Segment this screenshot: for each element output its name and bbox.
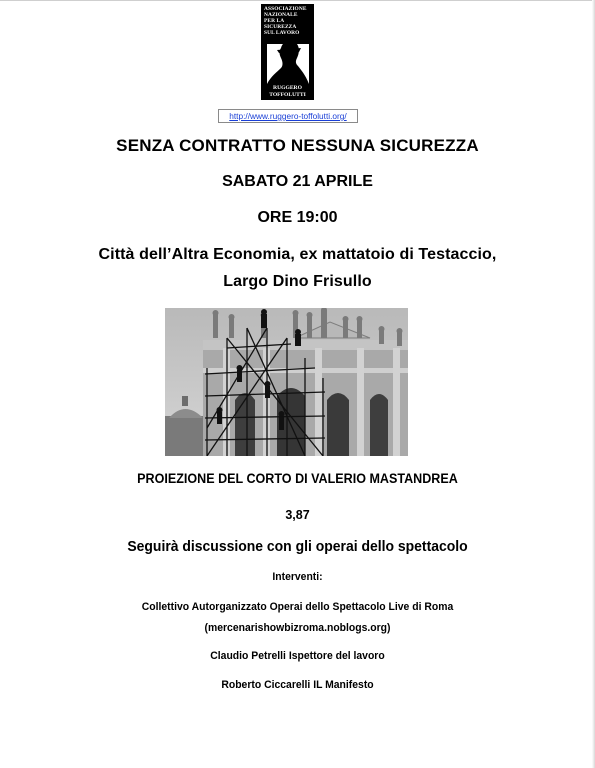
discussion-text: Seguirà discussione con gli operai dello spettacolo	[127, 538, 468, 555]
event-place-line1: Città dell’Altra Economia, ex mattatoio di Testaccio,	[98, 246, 497, 263]
speaker-item: Roberto Ciccarelli IL Manifesto	[221, 679, 374, 691]
event-time: ORE 19:00	[257, 209, 338, 226]
logo-name-text	[263, 85, 312, 98]
website-link[interactable]: http://www.ruggero-toffolutti.org/	[229, 111, 347, 121]
logo-text-line: SICUREZZA	[264, 24, 297, 31]
association-logo	[261, 4, 314, 100]
logo-text-line: SUL LAVORO	[264, 30, 300, 37]
logo-text-line: NAZIONALE	[264, 12, 298, 19]
logo-name-line: RUGGERO	[273, 85, 302, 92]
church-scaffolding-image	[165, 308, 408, 456]
speakers-heading: Interventi:	[272, 571, 323, 583]
event-date: SABATO 21 APRILE	[222, 173, 373, 190]
event-place-line2: Largo Dino Frisullo	[223, 273, 372, 290]
screening-title: PROIEZIONE DEL CORTO DI VALERIO MASTANDREA	[137, 471, 458, 486]
speaker-item: Claudio Petrelli Ispettore del lavoro	[210, 650, 385, 662]
website-link-box	[218, 109, 358, 123]
event-title: SENZA CONTRATTO NESSUNA SICUREZZA	[116, 136, 479, 155]
scaffolding-photo	[165, 308, 408, 456]
logo-name-line: TOFFOLUTTI	[269, 91, 306, 98]
speaker-item: Collettivo Autorganizzato Operai dello Spettacolo Live di Roma	[141, 601, 454, 613]
page-top-border	[0, 0, 595, 1]
logo-association-text	[264, 6, 312, 36]
logo-text-line: PER LA	[264, 18, 285, 25]
logo-text-line: ASSOCIAZIONE	[264, 6, 307, 12]
speaker-item: (mercenarishowbizroma.noblogs.org)	[204, 622, 391, 634]
film-title: 3,87	[285, 508, 310, 522]
